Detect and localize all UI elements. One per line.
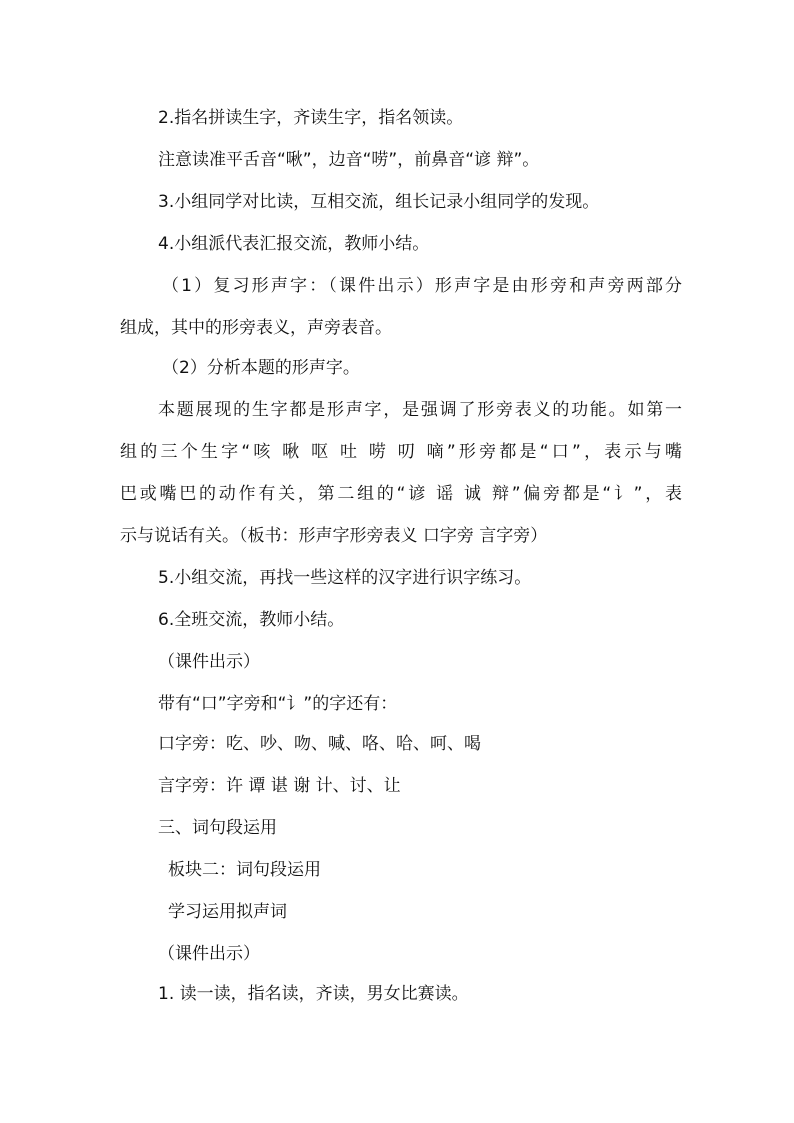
speech-radical-line: 言字旁：许 谭 谌 谢 计、讨、让 (158, 776, 401, 796)
block-2-heading: 板块二：词句段运用 (168, 860, 321, 880)
analysis-paragraph-line-4: 示与说话有关。（板书：形声字形旁表义 口字旁 言字旁） (120, 526, 548, 546)
section-3-heading: 三、词句段运用 (158, 818, 277, 838)
radical-intro-line: 带有“口”字旁和“讠”的字还有： (158, 694, 398, 714)
step-3-line: 3.小组同学对比读，互相交流，组长记录小组同学的发现。 (158, 192, 600, 212)
mouth-radical-line: 口字旁：吃、吵、吻、喊、咯、哈、呵、喝 (158, 734, 481, 754)
analysis-paragraph-line-2: 组的三个生字“咳 啾 呕 吐 唠 叨 嘀”形旁都是“口”，表示与嘴 (120, 442, 682, 462)
reading-step-1-line: 1. 读一读，指名读，齐读，男女比赛读。 (158, 984, 469, 1004)
courseware-note-1: （课件出示） (158, 652, 260, 672)
pronunciation-note: 注意读准平舌音“啾”，边音“唠”，前鼻音“谚 辩”。 (158, 150, 540, 170)
step-2-line: 2.指名拼读生字，齐读生字，指名领读。 (158, 108, 464, 128)
step-5-line: 5.小组交流，再找一些这样的汉字进行识字练习。 (158, 568, 532, 588)
courseware-note-2: （课件出示） (158, 944, 260, 964)
sub-step-1-line-1: （1）复习形声字：（课件出示）形声字是由形旁和声旁两部分 (162, 276, 682, 296)
step-4-line: 4.小组派代表汇报交流，教师小结。 (158, 234, 430, 254)
step-6-line: 6.全班交流，教师小结。 (158, 610, 345, 630)
sub-step-1-line-2: 组成，其中的形旁表义，声旁表音。 (120, 318, 392, 338)
onomatopoeia-heading: 学习运用拟声词 (168, 902, 287, 922)
analysis-paragraph-line-1: 本题展现的生字都是形声字，是强调了形旁表义的功能。如第一 (158, 400, 682, 420)
analysis-paragraph-line-3: 巴或嘴巴的动作有关，第二组的“谚 谣 诚 辩”偏旁都是“讠”，表 (120, 484, 682, 504)
sub-step-2-line: （2）分析本题的形声字。 (162, 358, 360, 378)
